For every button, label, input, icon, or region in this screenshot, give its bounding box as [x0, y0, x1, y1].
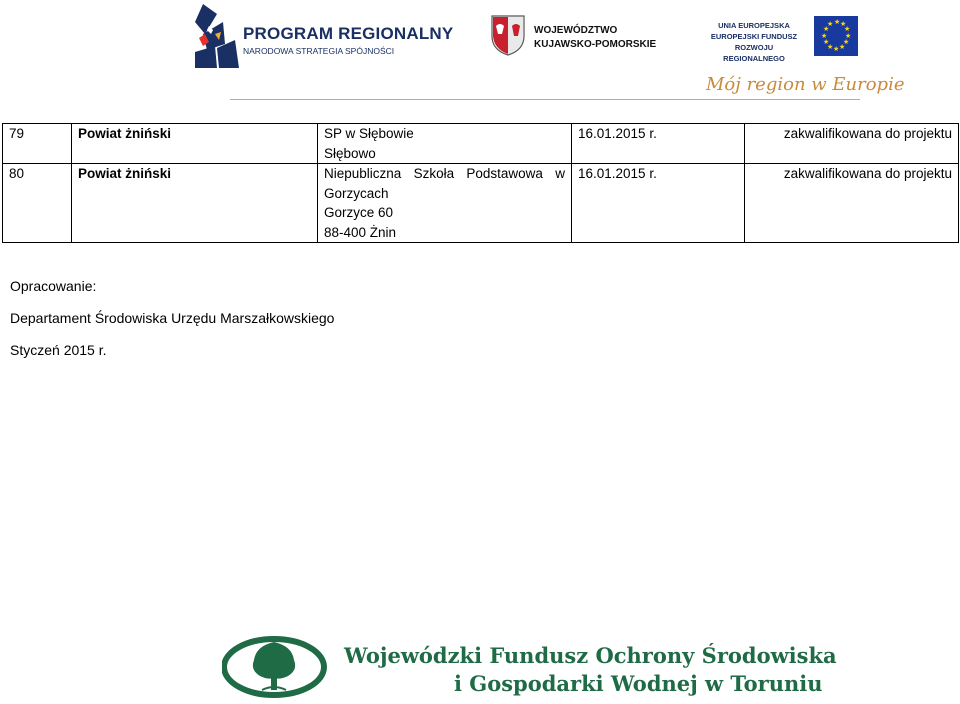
program-title: PROGRAM REGIONALNY [243, 24, 454, 43]
eu-logo [700, 14, 860, 63]
svg-text:★: ★ [823, 25, 830, 33]
wfosigw-line2: i Gospodarki Wodnej w Toruniu [454, 671, 823, 696]
voivodeship-logo [490, 14, 660, 58]
voivodeship-name [534, 24, 656, 52]
svg-text:★: ★ [840, 20, 847, 28]
date-cell: 16.01.2015 r. [572, 164, 745, 243]
row-number: 80 [3, 164, 72, 243]
row-number: 79 [3, 124, 72, 164]
status-cell: zakwalifikowana do projektu [745, 164, 959, 243]
tree-emblem-icon [222, 636, 328, 698]
school-cell [318, 164, 572, 243]
eu-flag-icon [814, 16, 858, 56]
table-row [3, 164, 959, 243]
svg-text:★: ★ [839, 43, 846, 51]
powiat-cell: Powiat żniński [72, 124, 318, 164]
program-subtitle: NARODOWA STRATEGIA SPÓJNOŚCI [243, 46, 395, 56]
svg-text:★: ★ [834, 18, 841, 26]
program-regionalny-emblem [195, 4, 239, 68]
svg-text:★: ★ [821, 32, 828, 40]
footer-department: Departament Środowiska Urzędu Marszałkowskiego [10, 310, 335, 326]
school-name: Niepubliczna Szkoła Podstawowa w [324, 166, 565, 181]
slogan-text: Mój region w Europie [706, 74, 905, 95]
coat-of-arms-icon [490, 14, 526, 56]
eu-line3: ROZWOJU REGIONALNEGO [723, 43, 785, 63]
svg-text:★: ★ [823, 38, 830, 46]
schools-table [2, 123, 959, 243]
date-cell: 16.01.2015 r. [572, 124, 745, 164]
voivodeship-line2: KUJAWSKO-POMORSKIE [534, 39, 657, 50]
eu-line1: UNIA EUROPEJSKA [718, 21, 790, 30]
eu-line2: EUROPEJSKI FUNDUSZ [710, 32, 798, 41]
school-address: Gorzyce 60 [324, 205, 394, 220]
school-name-cont: Gorzycach [324, 185, 389, 201]
school-locality: Słębowo [324, 145, 376, 161]
school-name: SP w Słębowie [324, 126, 414, 141]
wfosigw-logo [222, 636, 837, 698]
wfosigw-line1: Wojewódzki Fundusz Ochrony Środowiska [344, 643, 837, 668]
header-divider [230, 99, 860, 100]
status-cell: zakwalifikowana do projektu [745, 124, 959, 164]
voivodeship-line1: WOJEWÓDZTWO [534, 25, 618, 36]
school-cell [318, 124, 572, 164]
svg-text:★: ★ [845, 32, 852, 40]
svg-text:★: ★ [843, 38, 850, 46]
table-row [3, 124, 959, 164]
svg-text:★: ★ [844, 25, 851, 33]
svg-text:★: ★ [833, 45, 840, 53]
svg-text:★: ★ [827, 20, 834, 28]
svg-text:★: ★ [827, 43, 834, 51]
page-header [0, 0, 960, 110]
school-postcode: 88-400 Żnin [324, 224, 397, 240]
footer-date: Styczeń 2015 r. [10, 342, 107, 358]
powiat-cell: Powiat żniński [72, 164, 318, 243]
wfosigw-name [344, 642, 837, 698]
program-regionalny-logo [195, 4, 454, 68]
eu-text [704, 20, 804, 64]
footer-label: Opracowanie: [10, 278, 97, 294]
